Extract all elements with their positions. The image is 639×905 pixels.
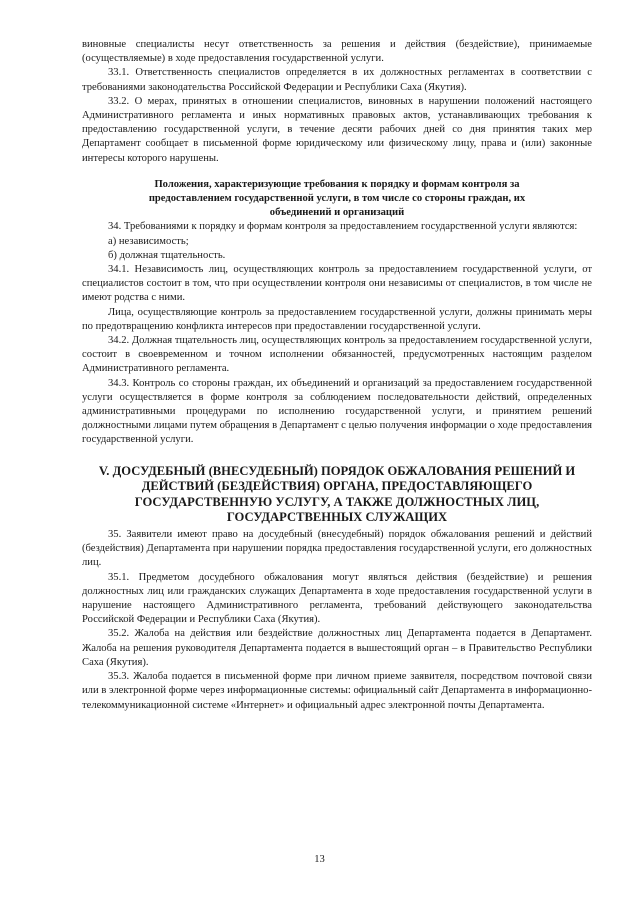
- paragraph-34-2: 34.2. Должная тщательность лиц, осуществляющих контроль за предоставлением государственной услуги, состоит в своевременном и точном исполнении обязанностей, предусмотренных настоящим разделом Административного регламента.: [82, 335, 592, 375]
- paragraph-conflict-of-interest: Лица, осуществляющие контроль за предоставлением государственной услуги, должны принимать меры по предотвращению конфликта интересов при предоставлении государственной услуги.: [82, 306, 592, 332]
- paragraph-35-1: 35.1. Предметом досудебного обжалования могут являться действия (бездействие) и решения должностных лиц или гражданских служащих Департамента в ходе предоставления государственной услуги в нарушение настоящего Административного регламента, требований действующего законодательства Российской Федерации и Республики Саха (Якутия).: [82, 571, 592, 626]
- subsection-heading: Положения, характеризующие требования к порядку и формам контроля за предоставлением государственной услуги, в том числе со стороны граждан, их объединений и организаций: [148, 178, 526, 219]
- page-number: 13: [314, 854, 325, 865]
- list-item-independence: а) независимость;: [108, 235, 189, 247]
- document-page: [82, 38, 592, 713]
- paragraph-34-3: 34.3. Контроль со стороны граждан, их объединений и организаций за предоставлением государственной услуги осуществляется в форме контроля за соблюдением последовательности действий, определенных административными процедурами по исполнению государственной услуги, и принятием решений должностными лицами путем обращения в Департамент с целью получения информации о ходе предоставления государственной услуги.: [82, 377, 592, 446]
- paragraph-35-2: 35.2. Жалоба на действия или бездействие должностных лиц Департамента подается в Департамент. Жалоба на решения руководителя Департамента подается в вышестоящий орган – в Правительство Республики Саха (Якутия).: [82, 628, 592, 668]
- paragraph-35: 35. Заявители имеют право на досудебный (внесудебный) порядок обжалования решений и действий (бездействия) Департамента при нарушении порядка предоставления государственной услуги, его должностных лиц.: [82, 529, 592, 569]
- paragraph-liability-intro: виновные специалисты несут ответственность за решения и действия (бездействие), принимаемые (осуществляемые) в ходе предоставления государственной услуги.: [82, 39, 592, 65]
- paragraph-33-1: 33.1. Ответственность специалистов определяется в их должностных регламентах в соответствии с требованиями законодательства Российской Федерации и Республики Саха (Якутия).: [82, 67, 592, 93]
- paragraph-35-3: 35.3. Жалоба подается в письменной форме при личном приеме заявителя, посредством почтовой связи или в электронной форме через информационные системы: официальный сайт Департамента в информационно-телекоммуникационной системе «Интернет» и официальный адрес электронной почты Департамента.: [82, 671, 592, 711]
- paragraph-34-1: 34.1. Независимость лиц, осуществляющих контроль за предоставлением государственной услуги, от специалистов состоит в том, что при осуществлении контроля они независимы от специалистов, в том числе не имеют родства с ними.: [82, 264, 592, 304]
- paragraph-34: 34. Требованиями к порядку и формам контроля за предоставлением государственной услуги являются:: [108, 221, 578, 233]
- paragraph-33-2: 33.2. О мерах, принятых в отношении специалистов, виновных в нарушении положений настоящего Административного регламента и иных нормативных правовых актов, устанавливающих требования к предоставлению государственной услуги, в течение десяти рабочих дней со дня принятия таких мер Департамент сообщает в письменной форме юридическому или физическому лицу, права и (или) законные интересы которого нарушены.: [82, 95, 592, 164]
- list-item-diligence: б) должная тщательность.: [108, 249, 226, 261]
- section-v-heading: V. ДОСУДЕБНЫЙ (ВНЕСУДЕБНЫЙ) ПОРЯДОК ОБЖАЛОВАНИЯ РЕШЕНИЙ И ДЕЙСТВИЙ (БЕЗДЕЙСТВИЯ) ОРГАНА, ПРЕДОСТАВЛЯЮЩЕГО ГОСУДАРСТВЕННУЮ УСЛУГУ, А ТАКЖЕ ДОЛЖНОСТНЫХ ЛИЦ, ГОСУДАРСТВЕННЫХ СЛУЖАЩИХ: [98, 463, 576, 525]
